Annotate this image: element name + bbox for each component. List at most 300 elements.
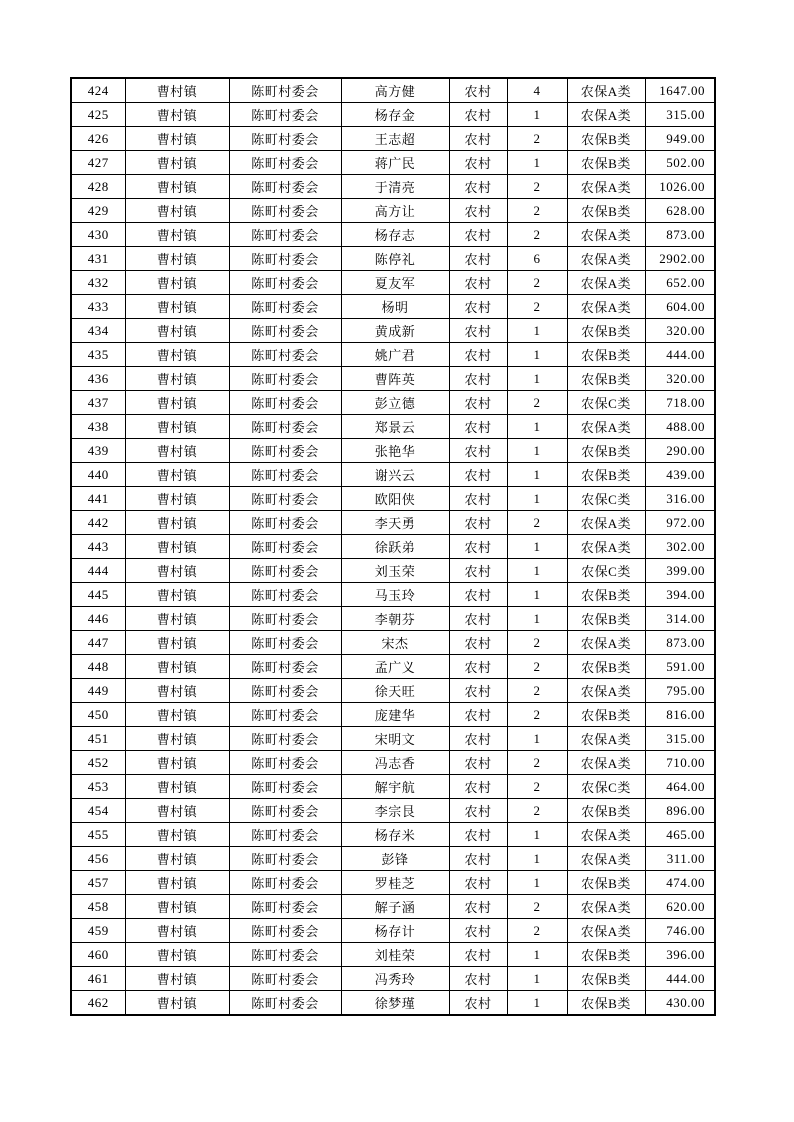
cell-village-committee: 陈町村委会 (229, 823, 341, 847)
cell-seq: 435 (71, 343, 125, 367)
cell-household-type: 农村 (449, 703, 507, 727)
table-row (71, 919, 715, 943)
cell-insurance-category: 农保A类 (567, 295, 645, 319)
cell-insurance-category: 农保A类 (567, 679, 645, 703)
cell-person-name: 蒋广民 (341, 151, 449, 175)
table-row (71, 679, 715, 703)
cell-village-committee: 陈町村委会 (229, 751, 341, 775)
cell-town: 曹村镇 (125, 799, 229, 823)
cell-amount: 873.00 (645, 631, 715, 655)
cell-person-name: 陈停礼 (341, 247, 449, 271)
table-row (71, 703, 715, 727)
cell-insurance-category: 农保A类 (567, 535, 645, 559)
cell-village-committee: 陈町村委会 (229, 847, 341, 871)
cell-insurance-category: 农保B类 (567, 367, 645, 391)
cell-person-name: 曹阵英 (341, 367, 449, 391)
cell-person-count: 4 (507, 78, 567, 103)
cell-village-committee: 陈町村委会 (229, 535, 341, 559)
cell-village-committee: 陈町村委会 (229, 103, 341, 127)
cell-insurance-category: 农保C类 (567, 775, 645, 799)
cell-amount: 628.00 (645, 199, 715, 223)
cell-insurance-category: 农保A类 (567, 727, 645, 751)
cell-amount: 474.00 (645, 871, 715, 895)
cell-amount: 1026.00 (645, 175, 715, 199)
cell-seq: 434 (71, 319, 125, 343)
cell-seq: 443 (71, 535, 125, 559)
cell-town: 曹村镇 (125, 367, 229, 391)
table-row (71, 943, 715, 967)
cell-town: 曹村镇 (125, 991, 229, 1016)
cell-amount: 746.00 (645, 919, 715, 943)
cell-village-committee: 陈町村委会 (229, 487, 341, 511)
cell-household-type: 农村 (449, 223, 507, 247)
cell-seq: 451 (71, 727, 125, 751)
cell-seq: 450 (71, 703, 125, 727)
cell-town: 曹村镇 (125, 151, 229, 175)
table-row (71, 151, 715, 175)
cell-village-committee: 陈町村委会 (229, 391, 341, 415)
cell-person-name: 徐梦瑾 (341, 991, 449, 1016)
cell-household-type: 农村 (449, 175, 507, 199)
cell-person-count: 2 (507, 919, 567, 943)
cell-seq: 431 (71, 247, 125, 271)
cell-household-type: 农村 (449, 559, 507, 583)
cell-seq: 454 (71, 799, 125, 823)
table-row (71, 295, 715, 319)
cell-town: 曹村镇 (125, 415, 229, 439)
table-row (71, 655, 715, 679)
cell-town: 曹村镇 (125, 487, 229, 511)
cell-person-count: 1 (507, 823, 567, 847)
cell-amount: 430.00 (645, 991, 715, 1016)
cell-amount: 604.00 (645, 295, 715, 319)
cell-town: 曹村镇 (125, 271, 229, 295)
cell-household-type: 农村 (449, 103, 507, 127)
cell-town: 曹村镇 (125, 559, 229, 583)
table-row (71, 487, 715, 511)
cell-household-type: 农村 (449, 439, 507, 463)
cell-village-committee: 陈町村委会 (229, 703, 341, 727)
cell-amount: 316.00 (645, 487, 715, 511)
cell-amount: 320.00 (645, 319, 715, 343)
cell-person-name: 刘玉荣 (341, 559, 449, 583)
cell-seq: 441 (71, 487, 125, 511)
cell-household-type: 农村 (449, 511, 507, 535)
cell-insurance-category: 农保A类 (567, 78, 645, 103)
cell-person-name: 黄成新 (341, 319, 449, 343)
cell-person-count: 1 (507, 415, 567, 439)
cell-insurance-category: 农保B类 (567, 607, 645, 631)
cell-amount: 816.00 (645, 703, 715, 727)
cell-person-name: 解子涵 (341, 895, 449, 919)
cell-amount: 1647.00 (645, 78, 715, 103)
cell-person-count: 1 (507, 319, 567, 343)
cell-seq: 449 (71, 679, 125, 703)
table-body (71, 78, 715, 1015)
cell-person-count: 2 (507, 751, 567, 775)
cell-person-name: 王志超 (341, 127, 449, 151)
cell-household-type: 农村 (449, 895, 507, 919)
cell-insurance-category: 农保A类 (567, 895, 645, 919)
cell-person-name: 解宇航 (341, 775, 449, 799)
cell-insurance-category: 农保A类 (567, 247, 645, 271)
cell-household-type: 农村 (449, 823, 507, 847)
cell-town: 曹村镇 (125, 919, 229, 943)
cell-insurance-category: 农保B类 (567, 151, 645, 175)
cell-amount: 394.00 (645, 583, 715, 607)
cell-person-count: 1 (507, 727, 567, 751)
cell-insurance-category: 农保B类 (567, 343, 645, 367)
table-row (71, 727, 715, 751)
cell-insurance-category: 农保B类 (567, 703, 645, 727)
cell-amount: 464.00 (645, 775, 715, 799)
cell-household-type: 农村 (449, 127, 507, 151)
table-row (71, 991, 715, 1016)
cell-household-type: 农村 (449, 151, 507, 175)
table-row (71, 607, 715, 631)
cell-household-type: 农村 (449, 967, 507, 991)
cell-seq: 445 (71, 583, 125, 607)
cell-town: 曹村镇 (125, 511, 229, 535)
benefits-table (70, 77, 716, 1016)
cell-person-count: 2 (507, 703, 567, 727)
table-row (71, 775, 715, 799)
cell-person-count: 2 (507, 175, 567, 199)
cell-village-committee: 陈町村委会 (229, 319, 341, 343)
cell-town: 曹村镇 (125, 943, 229, 967)
cell-person-count: 1 (507, 439, 567, 463)
table-row (71, 271, 715, 295)
cell-town: 曹村镇 (125, 583, 229, 607)
cell-person-name: 李朝芬 (341, 607, 449, 631)
table-row (71, 871, 715, 895)
cell-household-type: 农村 (449, 367, 507, 391)
cell-seq: 461 (71, 967, 125, 991)
cell-person-name: 徐跃弟 (341, 535, 449, 559)
cell-amount: 444.00 (645, 967, 715, 991)
cell-seq: 456 (71, 847, 125, 871)
cell-person-name: 张艳华 (341, 439, 449, 463)
cell-household-type: 农村 (449, 799, 507, 823)
cell-person-name: 杨存计 (341, 919, 449, 943)
cell-village-committee: 陈町村委会 (229, 991, 341, 1016)
cell-town: 曹村镇 (125, 103, 229, 127)
cell-village-committee: 陈町村委会 (229, 583, 341, 607)
cell-household-type: 农村 (449, 679, 507, 703)
cell-person-name: 冯秀玲 (341, 967, 449, 991)
cell-insurance-category: 农保A类 (567, 511, 645, 535)
cell-town: 曹村镇 (125, 199, 229, 223)
cell-insurance-category: 农保A类 (567, 175, 645, 199)
cell-town: 曹村镇 (125, 295, 229, 319)
cell-person-name: 宋杰 (341, 631, 449, 655)
cell-insurance-category: 农保B类 (567, 943, 645, 967)
cell-person-name: 罗桂芝 (341, 871, 449, 895)
cell-town: 曹村镇 (125, 871, 229, 895)
cell-person-count: 2 (507, 631, 567, 655)
cell-seq: 444 (71, 559, 125, 583)
cell-household-type: 农村 (449, 607, 507, 631)
cell-village-committee: 陈町村委会 (229, 223, 341, 247)
cell-insurance-category: 农保B类 (567, 991, 645, 1016)
cell-person-count: 1 (507, 367, 567, 391)
cell-amount: 502.00 (645, 151, 715, 175)
cell-village-committee: 陈町村委会 (229, 799, 341, 823)
cell-town: 曹村镇 (125, 631, 229, 655)
cell-amount: 396.00 (645, 943, 715, 967)
table-row (71, 799, 715, 823)
cell-amount: 465.00 (645, 823, 715, 847)
cell-village-committee: 陈町村委会 (229, 151, 341, 175)
cell-seq: 460 (71, 943, 125, 967)
cell-person-name: 李宗艮 (341, 799, 449, 823)
cell-town: 曹村镇 (125, 655, 229, 679)
cell-person-count: 2 (507, 655, 567, 679)
cell-person-name: 欧阳侠 (341, 487, 449, 511)
cell-village-committee: 陈町村委会 (229, 559, 341, 583)
cell-village-committee: 陈町村委会 (229, 78, 341, 103)
cell-village-committee: 陈町村委会 (229, 631, 341, 655)
cell-seq: 432 (71, 271, 125, 295)
cell-insurance-category: 农保A类 (567, 223, 645, 247)
cell-household-type: 农村 (449, 391, 507, 415)
cell-person-count: 2 (507, 271, 567, 295)
table-row (71, 823, 715, 847)
cell-person-name: 杨存米 (341, 823, 449, 847)
cell-person-count: 2 (507, 199, 567, 223)
cell-town: 曹村镇 (125, 775, 229, 799)
cell-town: 曹村镇 (125, 223, 229, 247)
cell-amount: 444.00 (645, 343, 715, 367)
cell-person-count: 2 (507, 895, 567, 919)
cell-seq: 433 (71, 295, 125, 319)
table-row (71, 415, 715, 439)
cell-seq: 448 (71, 655, 125, 679)
cell-seq: 437 (71, 391, 125, 415)
cell-household-type: 农村 (449, 943, 507, 967)
cell-insurance-category: 农保A类 (567, 751, 645, 775)
cell-person-name: 高方健 (341, 78, 449, 103)
table-row (71, 895, 715, 919)
cell-household-type: 农村 (449, 463, 507, 487)
cell-person-count: 1 (507, 535, 567, 559)
cell-person-name: 孟广义 (341, 655, 449, 679)
cell-person-name: 徐天旺 (341, 679, 449, 703)
cell-seq: 424 (71, 78, 125, 103)
cell-person-name: 杨明 (341, 295, 449, 319)
cell-town: 曹村镇 (125, 343, 229, 367)
cell-insurance-category: 农保B类 (567, 463, 645, 487)
cell-person-name: 杨存金 (341, 103, 449, 127)
cell-village-committee: 陈町村委会 (229, 607, 341, 631)
cell-town: 曹村镇 (125, 535, 229, 559)
cell-amount: 320.00 (645, 367, 715, 391)
cell-seq: 427 (71, 151, 125, 175)
cell-person-name: 姚广君 (341, 343, 449, 367)
cell-person-name: 夏友军 (341, 271, 449, 295)
cell-person-count: 2 (507, 679, 567, 703)
cell-person-count: 1 (507, 151, 567, 175)
cell-seq: 428 (71, 175, 125, 199)
cell-insurance-category: 农保A类 (567, 823, 645, 847)
table-row (71, 439, 715, 463)
cell-seq: 426 (71, 127, 125, 151)
cell-amount: 290.00 (645, 439, 715, 463)
cell-amount: 896.00 (645, 799, 715, 823)
table-row (71, 751, 715, 775)
cell-seq: 429 (71, 199, 125, 223)
cell-person-name: 冯志香 (341, 751, 449, 775)
cell-insurance-category: 农保B类 (567, 319, 645, 343)
cell-town: 曹村镇 (125, 439, 229, 463)
cell-town: 曹村镇 (125, 703, 229, 727)
cell-person-count: 1 (507, 343, 567, 367)
cell-town: 曹村镇 (125, 127, 229, 151)
cell-insurance-category: 农保B类 (567, 871, 645, 895)
cell-seq: 442 (71, 511, 125, 535)
cell-person-name: 宋明文 (341, 727, 449, 751)
cell-seq: 457 (71, 871, 125, 895)
cell-amount: 399.00 (645, 559, 715, 583)
cell-insurance-category: 农保A类 (567, 631, 645, 655)
cell-household-type: 农村 (449, 415, 507, 439)
cell-person-name: 马玉玲 (341, 583, 449, 607)
cell-household-type: 农村 (449, 631, 507, 655)
cell-town: 曹村镇 (125, 823, 229, 847)
cell-person-name: 杨存志 (341, 223, 449, 247)
cell-amount: 620.00 (645, 895, 715, 919)
table-row (71, 367, 715, 391)
cell-household-type: 农村 (449, 751, 507, 775)
cell-seq: 459 (71, 919, 125, 943)
cell-household-type: 农村 (449, 319, 507, 343)
cell-seq: 462 (71, 991, 125, 1016)
cell-village-committee: 陈町村委会 (229, 895, 341, 919)
cell-household-type: 农村 (449, 991, 507, 1016)
cell-household-type: 农村 (449, 727, 507, 751)
cell-household-type: 农村 (449, 271, 507, 295)
cell-person-name: 彭锋 (341, 847, 449, 871)
cell-seq: 439 (71, 439, 125, 463)
cell-household-type: 农村 (449, 295, 507, 319)
table-row (71, 78, 715, 103)
cell-seq: 447 (71, 631, 125, 655)
cell-town: 曹村镇 (125, 751, 229, 775)
table-row (71, 247, 715, 271)
cell-household-type: 农村 (449, 655, 507, 679)
cell-amount: 972.00 (645, 511, 715, 535)
cell-village-committee: 陈町村委会 (229, 199, 341, 223)
table-row (71, 223, 715, 247)
cell-amount: 949.00 (645, 127, 715, 151)
cell-insurance-category: 农保C类 (567, 559, 645, 583)
cell-amount: 439.00 (645, 463, 715, 487)
cell-household-type: 农村 (449, 775, 507, 799)
cell-person-count: 6 (507, 247, 567, 271)
table-row (71, 103, 715, 127)
cell-amount: 873.00 (645, 223, 715, 247)
table-row (71, 127, 715, 151)
table-row (71, 343, 715, 367)
cell-village-committee: 陈町村委会 (229, 415, 341, 439)
cell-amount: 718.00 (645, 391, 715, 415)
cell-household-type: 农村 (449, 535, 507, 559)
cell-person-count: 1 (507, 871, 567, 895)
cell-household-type: 农村 (449, 919, 507, 943)
cell-person-name: 谢兴云 (341, 463, 449, 487)
cell-insurance-category: 农保A类 (567, 919, 645, 943)
cell-person-count: 2 (507, 295, 567, 319)
cell-person-count: 1 (507, 103, 567, 127)
cell-household-type: 农村 (449, 871, 507, 895)
cell-town: 曹村镇 (125, 967, 229, 991)
cell-seq: 452 (71, 751, 125, 775)
cell-person-count: 1 (507, 463, 567, 487)
table-row (71, 535, 715, 559)
cell-person-name: 高方让 (341, 199, 449, 223)
cell-amount: 591.00 (645, 655, 715, 679)
cell-seq: 455 (71, 823, 125, 847)
cell-village-committee: 陈町村委会 (229, 463, 341, 487)
table-row (71, 175, 715, 199)
cell-insurance-category: 农保B类 (567, 799, 645, 823)
cell-village-committee: 陈町村委会 (229, 247, 341, 271)
cell-amount: 311.00 (645, 847, 715, 871)
cell-insurance-category: 农保B类 (567, 967, 645, 991)
cell-insurance-category: 农保A类 (567, 271, 645, 295)
cell-insurance-category: 农保C类 (567, 391, 645, 415)
cell-insurance-category: 农保C类 (567, 487, 645, 511)
table-row (71, 391, 715, 415)
cell-insurance-category: 农保A类 (567, 415, 645, 439)
table-row (71, 319, 715, 343)
cell-person-name: 刘桂荣 (341, 943, 449, 967)
cell-household-type: 农村 (449, 78, 507, 103)
cell-insurance-category: 农保B类 (567, 655, 645, 679)
cell-person-count: 1 (507, 991, 567, 1016)
cell-town: 曹村镇 (125, 78, 229, 103)
cell-seq: 458 (71, 895, 125, 919)
cell-town: 曹村镇 (125, 463, 229, 487)
cell-amount: 315.00 (645, 727, 715, 751)
cell-seq: 425 (71, 103, 125, 127)
cell-household-type: 农村 (449, 343, 507, 367)
cell-insurance-category: 农保B类 (567, 199, 645, 223)
cell-village-committee: 陈町村委会 (229, 871, 341, 895)
cell-person-count: 2 (507, 799, 567, 823)
cell-town: 曹村镇 (125, 847, 229, 871)
benefits-table-container (70, 77, 714, 1016)
cell-seq: 430 (71, 223, 125, 247)
cell-village-committee: 陈町村委会 (229, 919, 341, 943)
table-row (71, 511, 715, 535)
cell-household-type: 农村 (449, 199, 507, 223)
cell-seq: 453 (71, 775, 125, 799)
cell-village-committee: 陈町村委会 (229, 343, 341, 367)
cell-village-committee: 陈町村委会 (229, 367, 341, 391)
table-row (71, 559, 715, 583)
cell-insurance-category: 农保B类 (567, 127, 645, 151)
cell-person-name: 于清亮 (341, 175, 449, 199)
cell-village-committee: 陈町村委会 (229, 655, 341, 679)
cell-household-type: 农村 (449, 487, 507, 511)
cell-person-count: 2 (507, 127, 567, 151)
cell-person-count: 1 (507, 487, 567, 511)
cell-town: 曹村镇 (125, 679, 229, 703)
cell-person-count: 1 (507, 559, 567, 583)
cell-household-type: 农村 (449, 247, 507, 271)
cell-person-name: 李天勇 (341, 511, 449, 535)
